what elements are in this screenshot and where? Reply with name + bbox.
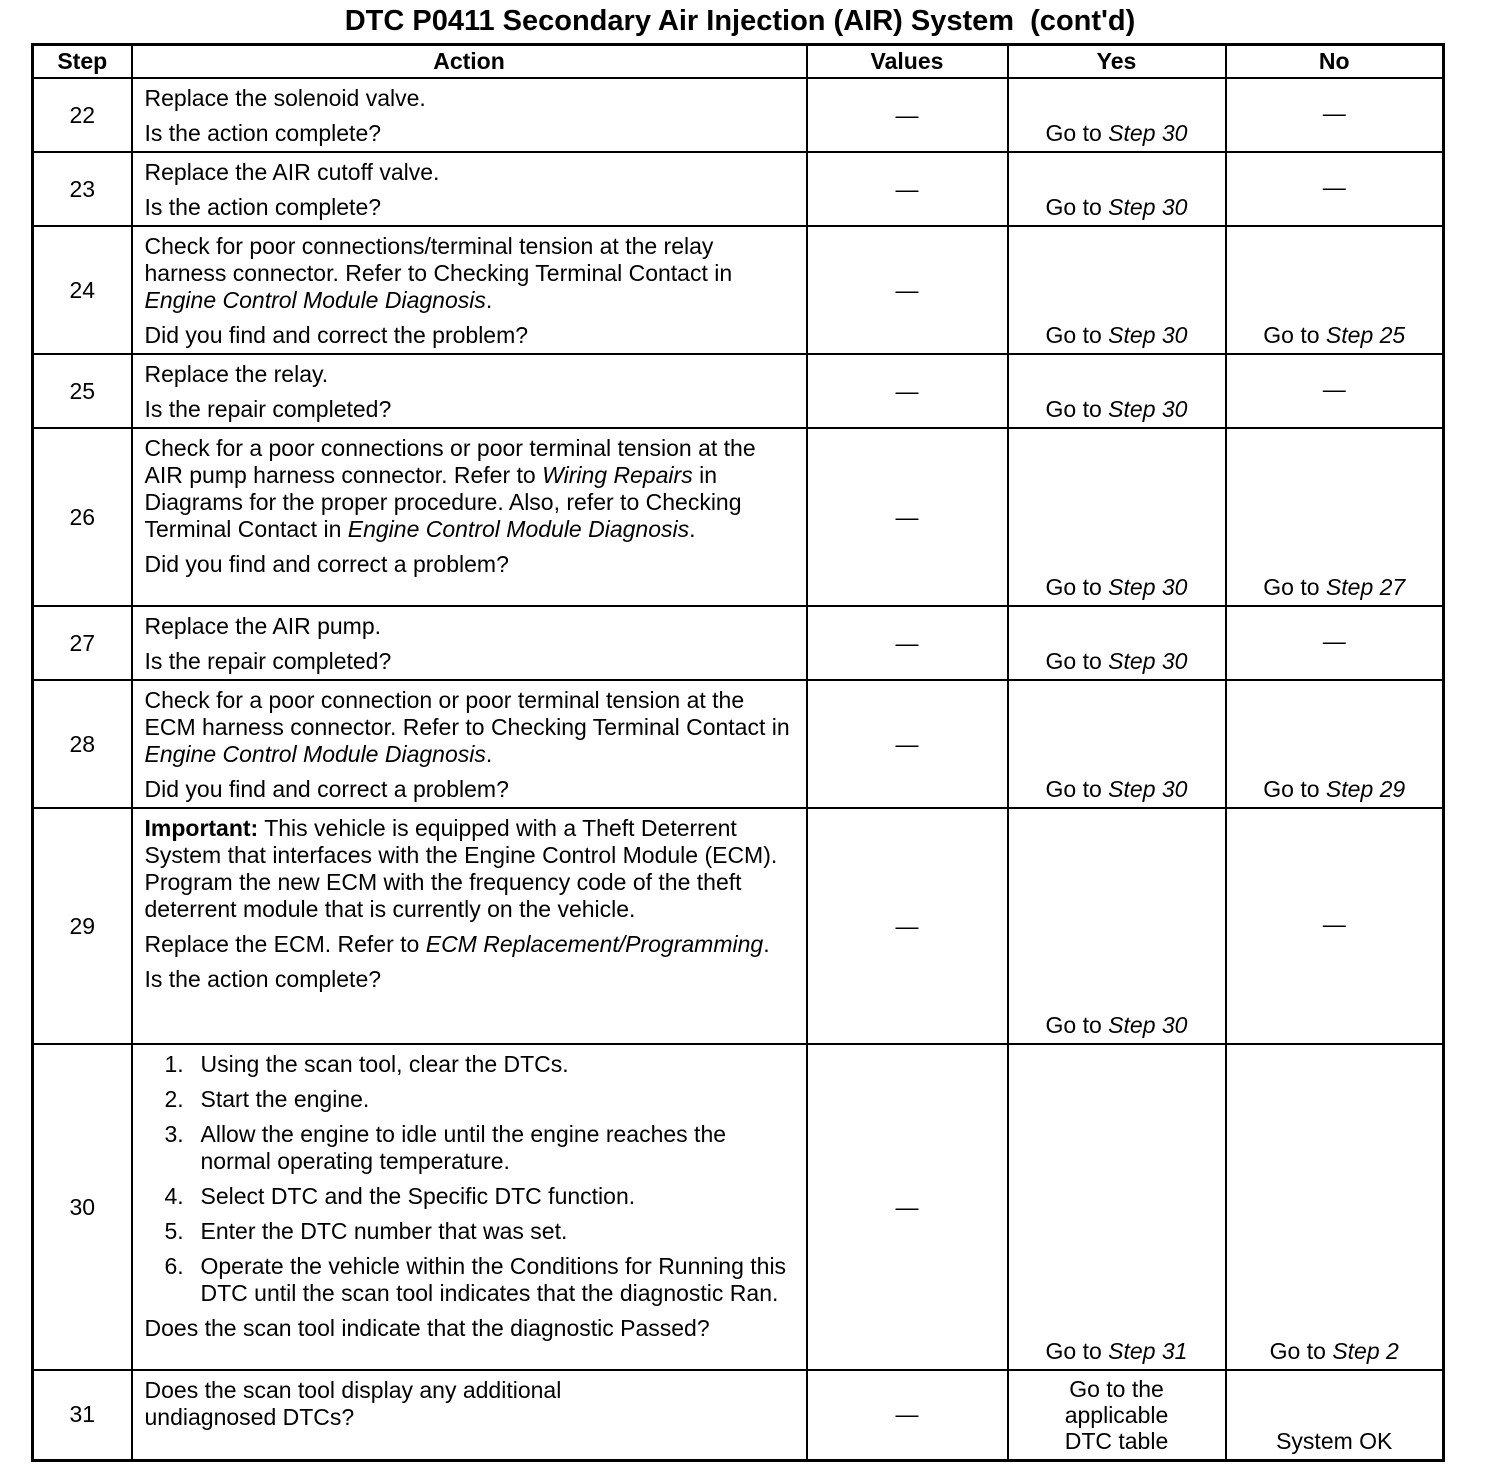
table-row (33, 1370, 1444, 1460)
list-text: Allow the engine to idle until the engine reaches the normal operating temperature. (200, 1121, 727, 1174)
goto-text: Go to (1045, 648, 1109, 674)
action-text: Replace the solenoid valve. (144, 85, 426, 111)
yes-cell (1008, 152, 1226, 226)
action-text-end: . (763, 931, 770, 957)
important-text: This vehicle is equipped with a Theft Deterrent System that interfaces with the Engine Control Module (ECM). Program the new ECM with the frequency code of the theft deterrent module that is currently on the vehicle. (144, 815, 778, 922)
action-text-end: . (485, 287, 493, 313)
important-note (145, 815, 798, 923)
step-number: 23 (33, 152, 132, 226)
yes-cell (1008, 680, 1226, 808)
values-cell (807, 808, 1008, 1044)
goto-text: Go to the applicable DTC table (1064, 1375, 1169, 1454)
values-cell (807, 1044, 1008, 1370)
yes-cell (1008, 78, 1226, 152)
list-number: 2. (164, 1086, 184, 1112)
values-cell (807, 78, 1008, 152)
no-cell (1226, 1044, 1444, 1370)
goto-text: Go to (1045, 1012, 1109, 1038)
dash: — (895, 276, 919, 303)
table-row (33, 1044, 1444, 1370)
dash: — (1322, 628, 1346, 654)
dash: — (1322, 174, 1346, 200)
action-text: Replace the relay. (144, 361, 329, 387)
action-text-part: Check for a poor connections or poor terminal tension at the AIR pump harness connector. Refer to (144, 435, 756, 488)
action-cell (132, 152, 807, 226)
dash: — (895, 1193, 919, 1220)
step-link: Step 30 (1108, 648, 1188, 674)
list-text: Using the scan tool, clear the DTCs. (200, 1051, 569, 1077)
goto-text: Go to (1263, 322, 1326, 348)
no-cell (1226, 1370, 1444, 1460)
header-yes: Yes (1008, 45, 1226, 79)
action-text-part: Replace the ECM. Refer to (144, 931, 426, 957)
list-item (145, 1253, 798, 1307)
goto-text: Go to (1045, 1338, 1109, 1364)
dash: — (895, 1401, 919, 1428)
header-step: Step (33, 45, 132, 79)
dash: — (895, 175, 919, 202)
list-item (145, 1183, 798, 1210)
step-link: Step 30 (1108, 120, 1188, 146)
step-link: Step 30 (1108, 322, 1188, 348)
action-cell (132, 1044, 807, 1370)
manual-reference: ECM Replacement/Programming (425, 931, 764, 957)
goto-text: Go to (1045, 120, 1109, 146)
action-cell (132, 1370, 807, 1460)
values-cell (807, 152, 1008, 226)
step-link: Step 27 (1325, 574, 1406, 600)
step-link: Step 30 (1108, 396, 1188, 422)
no-cell (1226, 808, 1444, 1044)
list-item (145, 1086, 798, 1113)
action-question: Does the scan tool display any additional undiagnosed DTCs? (144, 1377, 562, 1430)
dash: — (1322, 911, 1346, 937)
action-cell (132, 78, 807, 152)
action-question: Does the scan tool indicate that the diagnostic Passed? (144, 1315, 710, 1341)
action-text (145, 687, 798, 768)
action-cell (132, 808, 807, 1044)
header-values: Values (807, 45, 1008, 79)
list-item (145, 1121, 798, 1175)
action-question: Did you find and correct the problem? (144, 322, 529, 348)
list-text: Enter the DTC number that was set. (200, 1218, 568, 1244)
action-cell (132, 680, 807, 808)
manual-reference: Engine Control Module Diagnosis (144, 287, 486, 313)
dash: — (895, 101, 919, 128)
goto-text: Go to (1263, 776, 1326, 802)
step-number: 29 (33, 808, 132, 1044)
dtc-table (31, 43, 1445, 1462)
action-text (145, 931, 798, 958)
step-link: Step 30 (1108, 776, 1188, 802)
action-question: Is the repair completed? (144, 648, 392, 674)
goto-text: Go to (1045, 322, 1109, 348)
no-cell (1226, 152, 1444, 226)
action-question: Did you find and correct a problem? (144, 551, 509, 577)
step-link: Step 30 (1108, 574, 1188, 600)
list-item (145, 1051, 798, 1078)
goto-text: Go to (1263, 574, 1326, 600)
list-number: 5. (164, 1218, 184, 1244)
list-text: Operate the vehicle within the Conditions for Running this DTC until the scan tool indicates that the diagnostic Ran. (200, 1253, 787, 1306)
table-row (33, 152, 1444, 226)
values-cell (807, 226, 1008, 354)
yes-cell (1008, 354, 1226, 428)
action-text-end: . (689, 516, 696, 542)
list-text: Select DTC and the Specific DTC function. (200, 1183, 636, 1209)
goto-text: Go to (1045, 194, 1109, 220)
action-question: Is the repair completed? (144, 396, 392, 422)
goto-text: Go to (1045, 574, 1109, 600)
manual-reference: Engine Control Module Diagnosis (347, 516, 690, 542)
action-text-part: Check for a poor connection or poor terminal tension at the ECM harness connector. Refer to Checking Terminal Contact in (144, 687, 790, 740)
goto-text: Go to (1045, 396, 1109, 422)
dash: — (1322, 100, 1346, 126)
step-number: 30 (33, 1044, 132, 1370)
system-ok-text: System OK (1276, 1427, 1393, 1454)
dash: — (1322, 376, 1346, 402)
no-cell (1226, 606, 1444, 680)
action-question: Is the action complete? (144, 966, 382, 992)
header-no: No (1226, 45, 1444, 79)
no-cell (1226, 78, 1444, 152)
action-text: Replace the AIR cutoff valve. (144, 159, 440, 185)
values-cell (807, 606, 1008, 680)
step-number: 28 (33, 680, 132, 808)
step-number: 25 (33, 354, 132, 428)
dash: — (895, 503, 919, 530)
step-link: Step 29 (1325, 776, 1406, 802)
dash: — (895, 377, 919, 404)
page-title: DTC P0411 Secondary Air Injection (AIR) System (cont'd) (344, 5, 1136, 37)
action-question: Did you find and correct a problem? (144, 776, 509, 802)
yes-cell (1008, 428, 1226, 606)
table-row (33, 78, 1444, 152)
action-cell (132, 226, 807, 354)
list-number: 6. (164, 1253, 184, 1279)
dash: — (895, 730, 919, 757)
no-cell (1226, 354, 1444, 428)
step-number: 24 (33, 226, 132, 354)
header-action: Action (132, 45, 807, 79)
action-question: Is the action complete? (144, 120, 382, 146)
table-row (33, 606, 1444, 680)
yes-cell (1008, 226, 1226, 354)
list-number: 3. (164, 1121, 184, 1147)
table-row (33, 680, 1444, 808)
action-text (145, 233, 798, 314)
table-row (33, 808, 1444, 1044)
table-row (33, 428, 1444, 606)
step-number: 26 (33, 428, 132, 606)
dash: — (895, 912, 919, 939)
step-number: 31 (33, 1370, 132, 1460)
table-row (33, 354, 1444, 428)
list-text: Start the engine. (200, 1086, 370, 1112)
list-number: 1. (164, 1051, 184, 1077)
action-text-end: . (485, 741, 493, 767)
dash: — (895, 629, 919, 656)
no-cell (1226, 680, 1444, 808)
step-link: Step 30 (1108, 1012, 1188, 1038)
manual-reference: Wiring Repairs (542, 462, 693, 488)
yes-cell (1008, 808, 1226, 1044)
values-cell (807, 354, 1008, 428)
action-text-part: in Diagrams for the proper procedure. Also, refer to Checking Terminal Contact in (144, 462, 742, 542)
values-cell (807, 428, 1008, 606)
action-cell (132, 428, 807, 606)
step-link: Step 25 (1325, 322, 1406, 348)
no-cell (1226, 226, 1444, 354)
yes-cell (1008, 1044, 1226, 1370)
list-item (145, 1218, 798, 1245)
header-row (33, 45, 1444, 79)
action-cell (132, 606, 807, 680)
action-text: Replace the AIR pump. (144, 613, 382, 639)
table-row (33, 226, 1444, 354)
values-cell (807, 1370, 1008, 1460)
manual-reference: Engine Control Module Diagnosis (144, 741, 486, 767)
action-text (145, 435, 798, 543)
step-number: 27 (33, 606, 132, 680)
step-number: 22 (33, 78, 132, 152)
no-cell (1226, 428, 1444, 606)
goto-text: Go to (1045, 776, 1109, 802)
yes-cell (1008, 1370, 1226, 1460)
procedure-list (145, 1051, 798, 1307)
yes-cell (1008, 606, 1226, 680)
list-number: 4. (164, 1183, 184, 1209)
step-link: Step 2 (1332, 1338, 1399, 1364)
goto-text: Go to (1269, 1338, 1333, 1364)
important-label: Important: (144, 815, 259, 841)
values-cell (807, 680, 1008, 808)
action-question: Is the action complete? (144, 194, 382, 220)
step-link: Step 30 (1108, 194, 1188, 220)
step-link: Step 31 (1108, 1338, 1188, 1364)
action-cell (132, 354, 807, 428)
action-text-part: Check for poor connections/terminal tension at the relay harness connector. Refer to Checking Terminal Contact in (144, 233, 733, 286)
